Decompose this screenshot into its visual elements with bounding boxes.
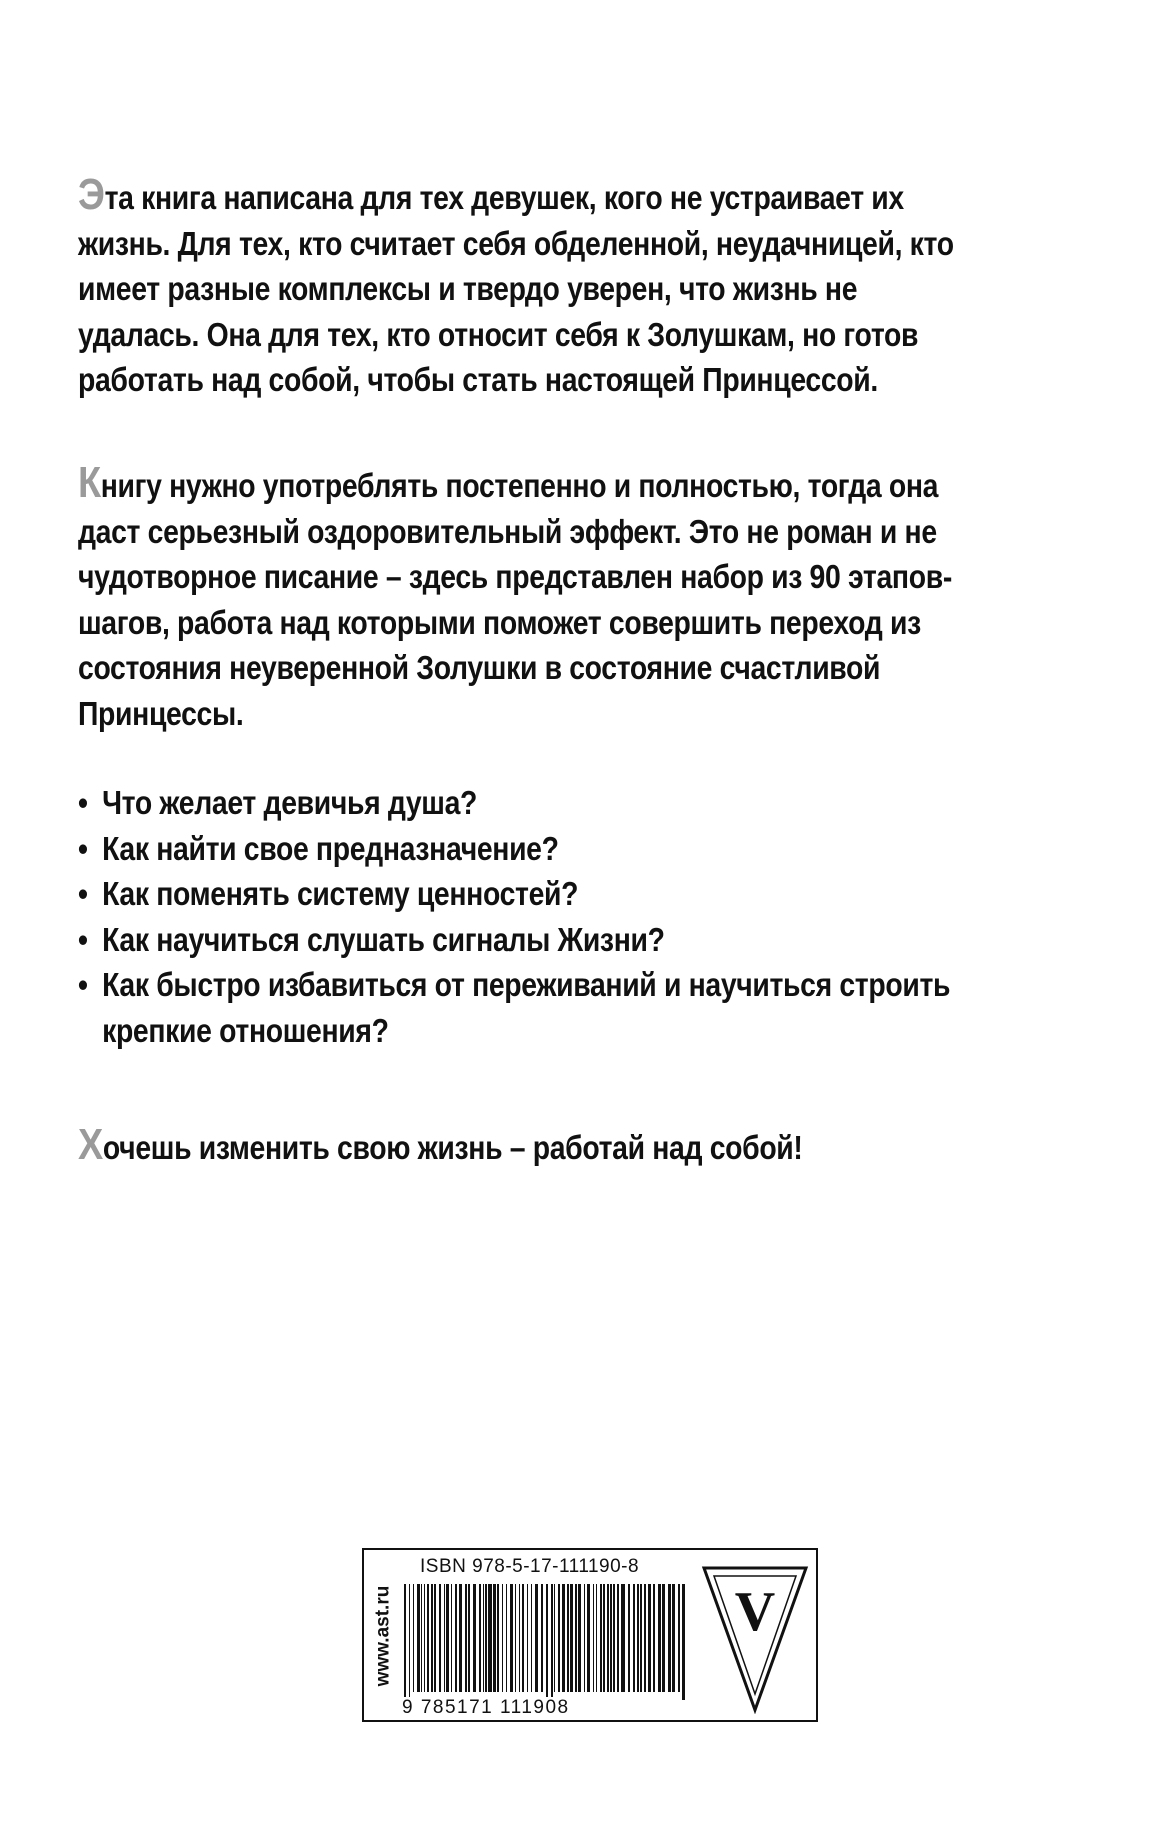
- barcode-bar: [617, 1584, 619, 1692]
- barcode-bar: [468, 1584, 470, 1692]
- barcode-bar: [465, 1584, 467, 1692]
- paragraph-line: Принцессы.: [78, 694, 244, 732]
- barcode-bar: [488, 1584, 492, 1692]
- barcode-bar: [644, 1584, 646, 1692]
- barcode-bar: [613, 1584, 615, 1692]
- barcode-bar: [510, 1584, 513, 1692]
- paragraph-line: Книгу нужно употреблять постепенно и полностью, тогда она: [78, 458, 939, 507]
- barcode-bar: [479, 1584, 481, 1692]
- paragraph-line: чудотворное писание – здесь представлен набор из 90 этапов-: [78, 558, 952, 595]
- barcode-bar: [600, 1584, 602, 1692]
- barcode-bar: [546, 1584, 548, 1700]
- list-item: • Как поменять систему ценностей?: [78, 871, 938, 917]
- paragraph-line: шагов, работа над которыми поможет совершить переход из: [78, 603, 921, 641]
- publisher-logo-icon: [700, 1564, 810, 1714]
- barcode-bar: [593, 1584, 594, 1692]
- barcode-bar: [493, 1584, 496, 1692]
- barcode-bar: [431, 1584, 433, 1692]
- barcode-bars: [402, 1584, 692, 1700]
- barcode-bar: [506, 1584, 507, 1692]
- barcode-bar: [473, 1584, 476, 1692]
- barcode-bar: [584, 1584, 585, 1692]
- barcode-bar: [485, 1584, 487, 1692]
- list-item: • Как научиться слушать сигналы Жизни?: [78, 917, 938, 963]
- barcode-bar: [587, 1584, 590, 1692]
- barcode-bar: [596, 1584, 597, 1692]
- closing-slogan: [78, 1120, 938, 1171]
- barcode-bar: [535, 1584, 538, 1692]
- paragraph-line: жизнь. Для тех, кто считает себя обделенной, неудачницей, кто: [78, 224, 954, 262]
- barcode-bar: [640, 1584, 642, 1692]
- barcode-bar: [483, 1584, 484, 1692]
- usage-paragraph: [78, 458, 952, 736]
- barcode-bar: [610, 1584, 612, 1692]
- barcode-bar: [607, 1584, 609, 1692]
- barcode-bar: [527, 1584, 528, 1692]
- paragraph-line: даст серьезный оздоровительный эффект. Это не роман и не: [78, 512, 937, 550]
- barcode-bar: [575, 1584, 577, 1692]
- barcode-bar: [444, 1584, 445, 1692]
- drop-cap: Э: [78, 170, 105, 219]
- barcode-bar: [424, 1584, 425, 1692]
- barcode-bar: [446, 1584, 449, 1692]
- logo-letter: V: [734, 1581, 776, 1643]
- barcode-bar: [637, 1584, 639, 1692]
- bullet-icon: •: [78, 829, 88, 867]
- barcode-bar: [558, 1584, 560, 1692]
- barcode-panel: [362, 1548, 818, 1722]
- list-item: • Что желает девичья душа?: [78, 780, 938, 826]
- list-item: • Как быстро избавиться от переживаний и научиться строить: [78, 962, 938, 1008]
- barcode-bar: [459, 1584, 462, 1692]
- barcode-bar: [603, 1584, 605, 1692]
- bullet-icon: •: [78, 784, 88, 821]
- barcode-bar: [682, 1584, 685, 1700]
- barcode-bar: [522, 1584, 524, 1692]
- isbn-label: ISBN 978-5-17-111190-8: [420, 1556, 640, 1577]
- paragraph-line: удалась. Она для тех, кто относит себя к Золушкам, но готов: [78, 315, 919, 353]
- barcode-bar: [409, 1584, 410, 1700]
- paragraph-line: работать над собой, чтобы стать настоящей Принцессой.: [78, 361, 878, 398]
- barcode-bar: [541, 1584, 543, 1692]
- bullet-icon: •: [78, 966, 88, 1003]
- barcode-bar: [662, 1584, 665, 1692]
- drop-cap: К: [78, 458, 101, 507]
- paragraph-line: Эта книга написана для тех девушек, кого не устраивает их: [78, 170, 904, 219]
- barcode-bar: [551, 1584, 553, 1700]
- barcode-bar: [628, 1584, 630, 1692]
- barcode-bar: [668, 1584, 671, 1692]
- barcode-bar: [421, 1584, 422, 1692]
- barcode-bar: [621, 1584, 625, 1692]
- paragraph-line: Хочешь изменить свою жизнь – работай над собой!: [78, 1120, 803, 1169]
- barcode-bar: [497, 1584, 499, 1692]
- barcode-bar: [502, 1584, 503, 1692]
- barcode-bar: [672, 1584, 675, 1692]
- barcode-bar: [653, 1584, 655, 1692]
- barcode-bar: [519, 1584, 520, 1692]
- barcode-bar: [648, 1584, 651, 1692]
- paragraph-line: состояния неуверенной Золушки в состояние счастливой: [78, 649, 881, 686]
- barcode-bar: [570, 1584, 573, 1692]
- list-item-continuation: крепкие отношения?: [102, 1011, 389, 1049]
- barcode-bar: [455, 1584, 457, 1692]
- bullet-icon: •: [78, 920, 88, 958]
- publisher-website: www.ast.ru: [372, 1585, 393, 1687]
- barcode-bar: [515, 1584, 516, 1692]
- drop-cap: Х: [78, 1120, 103, 1169]
- list-item: • Как найти свое предназначение?: [78, 826, 938, 872]
- barcode-bar: [658, 1584, 661, 1692]
- barcode-bar: [451, 1584, 452, 1692]
- barcode-bar: [417, 1584, 420, 1692]
- barcode-bar: [413, 1584, 414, 1692]
- bullet-icon: •: [78, 875, 88, 912]
- question-list: [78, 780, 951, 1053]
- paragraph-line: имеет разные комплексы и твердо уверен, что жизнь не: [78, 270, 858, 307]
- ean-digits: 9 785171 111908: [402, 1697, 570, 1718]
- barcode-bar: [531, 1584, 532, 1692]
- barcode-bar: [434, 1584, 436, 1692]
- barcode-bar: [678, 1584, 680, 1692]
- barcode-bar: [562, 1584, 565, 1692]
- barcode-bar: [404, 1584, 406, 1700]
- intro-paragraph: [78, 170, 954, 403]
- barcode-bar: [439, 1584, 441, 1692]
- barcode-bar: [554, 1584, 555, 1692]
- barcode-bar: [427, 1584, 429, 1692]
- barcode-bar: [578, 1584, 581, 1692]
- barcode-bar: [567, 1584, 569, 1692]
- barcode-bar: [633, 1584, 635, 1692]
